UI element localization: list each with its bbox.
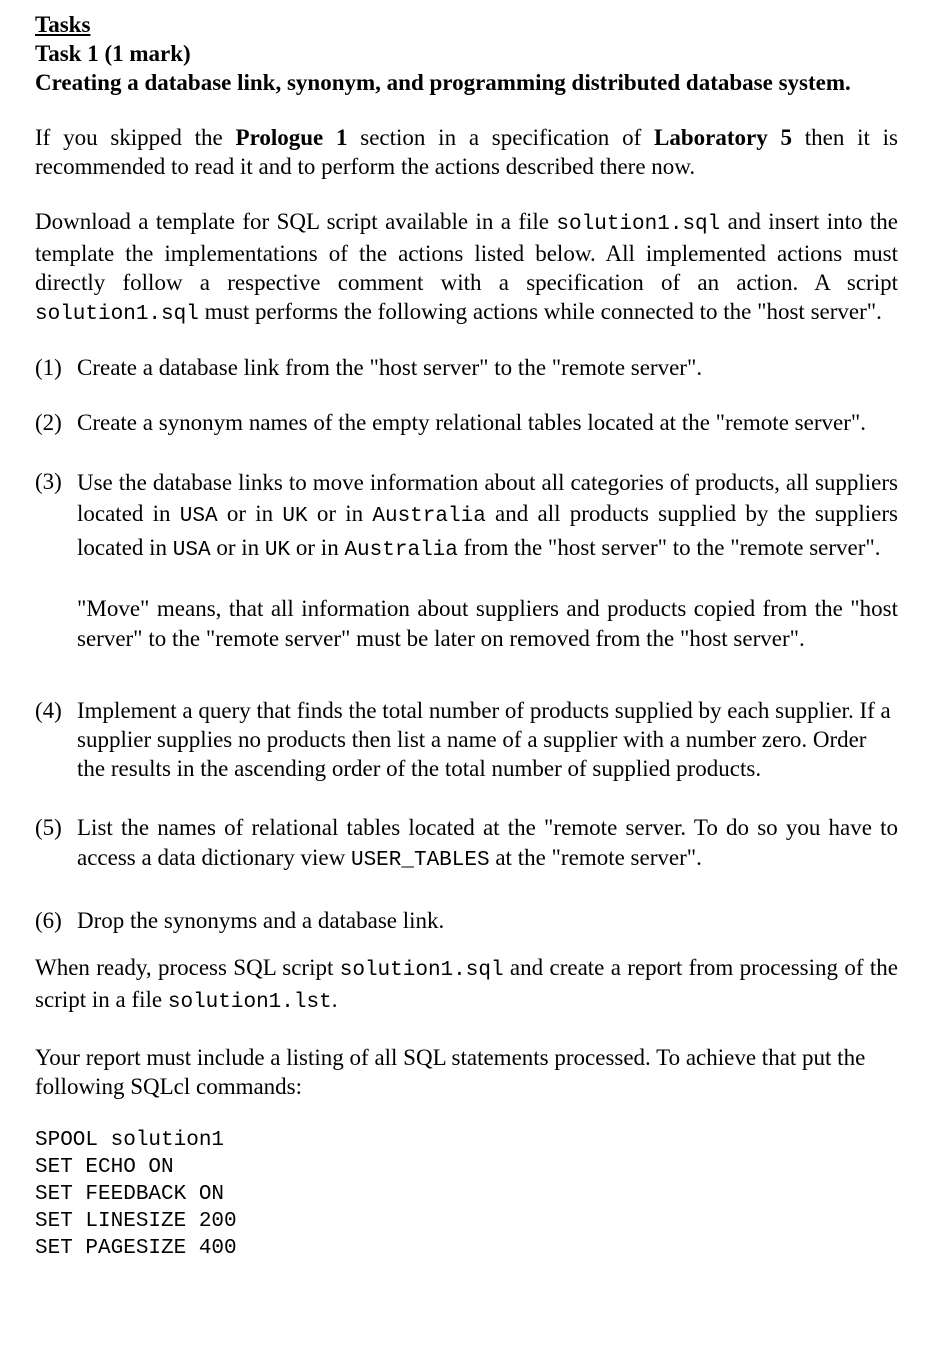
item-number: (1): [35, 355, 62, 380]
task-subtitle: Creating a database link, synonym, and programming distributed database system.: [35, 70, 851, 95]
list-item: [35, 353, 898, 382]
laboratory-ref: Laboratory 5: [654, 125, 792, 150]
prologue-ref: Prologue 1: [235, 125, 348, 150]
filename: solution1.sql: [35, 303, 199, 326]
item-number: (5): [35, 815, 62, 840]
heading-tasks: Tasks: [35, 12, 91, 37]
list-item: [35, 813, 898, 876]
code-line: SET ECHO ON: [35, 1156, 174, 1179]
list-item: [35, 408, 898, 437]
code-line: SPOOL solution1: [35, 1129, 225, 1152]
closing-paragraph-2: Your report must include a listing of all SQL statements processed. To achieve that put the following SQLcl commands:: [35, 1045, 866, 1099]
item-number: (3): [35, 469, 62, 494]
list-item: [35, 906, 898, 935]
code-line: SET PAGESIZE 400: [35, 1237, 237, 1260]
filename: solution1.sql: [556, 213, 721, 236]
move-note: "Move" means, that all information about suppliers and products copied from the "host server" to the "remote server" must be later on removed from the "host server".: [77, 596, 898, 651]
item-number: (6): [35, 908, 62, 933]
item-text: Implement a query that finds the total number of products supplied by each supplier. If a supplier supplies no products then list a name of a supplier with a number zero. Order the results in the ascending order of the total number of supplied products.: [77, 698, 891, 781]
action-list: [35, 353, 898, 935]
item-number: (4): [35, 698, 62, 723]
item-number: (2): [35, 410, 62, 435]
item-text: Create a database link from the "host server" to the "remote server".: [77, 355, 703, 380]
code-line: SET FEEDBACK ON: [35, 1183, 225, 1206]
list-item: [35, 467, 898, 654]
document-page: [35, 10, 898, 1262]
code-block: [35, 1127, 898, 1262]
list-item: [35, 696, 898, 783]
code-line: SET LINESIZE 200: [35, 1210, 237, 1233]
item-text: Drop the synonyms and a database link.: [77, 908, 445, 933]
filename: solution1.lst: [167, 991, 332, 1014]
item-text: List the names of relational tables located at the "remote server. To do so you have to access a data dictionary view USER_TABLES at the "remote server".: [77, 815, 898, 872]
filename: solution1.sql: [339, 959, 504, 982]
task-title: Task 1 (1 mark): [35, 41, 191, 66]
intro-paragraph-2: Download a template for SQL script available in a file solution1.sql and insert into the template the implementations of the actions listed below. All implemented actions must directly follow a respective comment with a specification of an action. A script solution1.sql must performs the following actions while connected to the "host server".: [35, 209, 899, 326]
intro-paragraph-1: If you skipped the Prologue 1 section in a specification of Laboratory 5 then it is recommended to read it and to perform the actions described there now.: [35, 125, 898, 179]
view-name: USER_TABLES: [350, 849, 490, 872]
item-text: Use the database links to move information about all categories of products, all suppliers located in USA or in UK or in Australia and all products supplied by the suppliers located in USA or in UK or in Australia from the "host server" to the "remote server".: [77, 470, 898, 562]
item-text: Create a synonym names of the empty relational tables located at the "remote server".: [77, 410, 866, 435]
closing-paragraph-1: When ready, process SQL script solution1.sql and create a report from processing of the script in a file solution1.lst.: [35, 955, 898, 1014]
